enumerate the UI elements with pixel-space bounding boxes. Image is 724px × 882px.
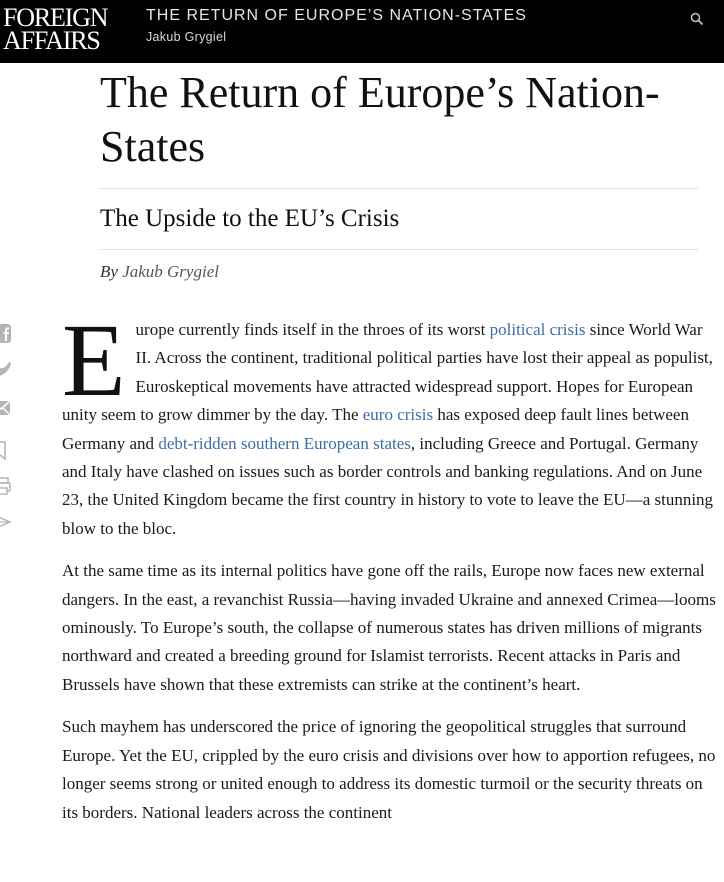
link-euro-crisis[interactable]: euro crisis [362, 405, 434, 425]
twitter-icon[interactable] [0, 360, 12, 380]
paragraph-text: urope currently finds itself in the throes of its worst [135, 320, 490, 339]
link-debt-ridden-states[interactable]: debt-ridden southern European states [158, 433, 411, 453]
divider [100, 188, 698, 189]
header-article-title: THE RETURN OF EUROPE’S NATION-STATES [146, 7, 527, 24]
article-headline: The Return of Europe’s Nation-States [100, 68, 660, 171]
share-icon[interactable] [0, 514, 12, 534]
paragraph-2: At the same time as its internal politics have gone off the rails, Europe now faces new external dangers. In the east, a revanchist Russia—having invaded Ukraine and annexed Crimea—looms ominously. To Europe’s south, the collapse of numerous states has driven millions of migrants northward and created a breeding ground for Islamist terrorists. Recent attacks in Paris and Brussels have shown that these extremists can strike at the continent’s heart. [62, 561, 716, 694]
email-icon[interactable] [0, 398, 12, 418]
logo-line-1: FOREIGN [3, 3, 108, 32]
paragraph-text: since World War II. Across the continent, traditional political parties have lost their appeal as populist, Euroskeptical movements have attracted widespread support. Hopes for European unity seem to grow dimmer by the day. The [62, 320, 713, 425]
paragraph-1 [62, 303, 719, 543]
byline-author-link[interactable]: Jakub Grygiel [122, 262, 219, 281]
foreign-affairs-logo[interactable] [3, 3, 123, 55]
paragraph-text: , including Greece and Portugal. Germany and Italy have clashed on issues such as border controls and banking regulations. And on June 23, the United Kingdom became the first country in history to vote to leave the EU—a stunning blow to the bloc. [62, 433, 714, 538]
save-icon[interactable] [0, 440, 12, 460]
header-article-author: Jakub Grygiel [146, 30, 227, 44]
byline [100, 262, 219, 282]
search-icon[interactable] [690, 12, 704, 26]
drop-cap: E [62, 303, 126, 418]
paragraph-text: has exposed deep fault lines between Germany and [62, 405, 689, 453]
logo-line-2: AFFAIRS [3, 26, 100, 55]
site-header [0, 0, 724, 63]
article-body [62, 303, 719, 841]
facebook-icon[interactable] [0, 324, 12, 344]
paragraph-3: Such mayhem has underscored the price of ignoring the geopolitical struggles that surround Europe. Yet the EU, crippled by the euro crisis and divisions over how to apportion refugees, no longer seems strong or united enough to address its domestic turmoil or the security threats on its borders. National leaders across the continent [62, 717, 716, 822]
print-icon[interactable] [0, 476, 12, 496]
divider [100, 249, 698, 250]
article-subheadline: The Upside to the EU’s Crisis [100, 205, 400, 232]
byline-prefix: By [100, 262, 118, 281]
link-political-crisis[interactable]: political crisis [489, 320, 586, 339]
